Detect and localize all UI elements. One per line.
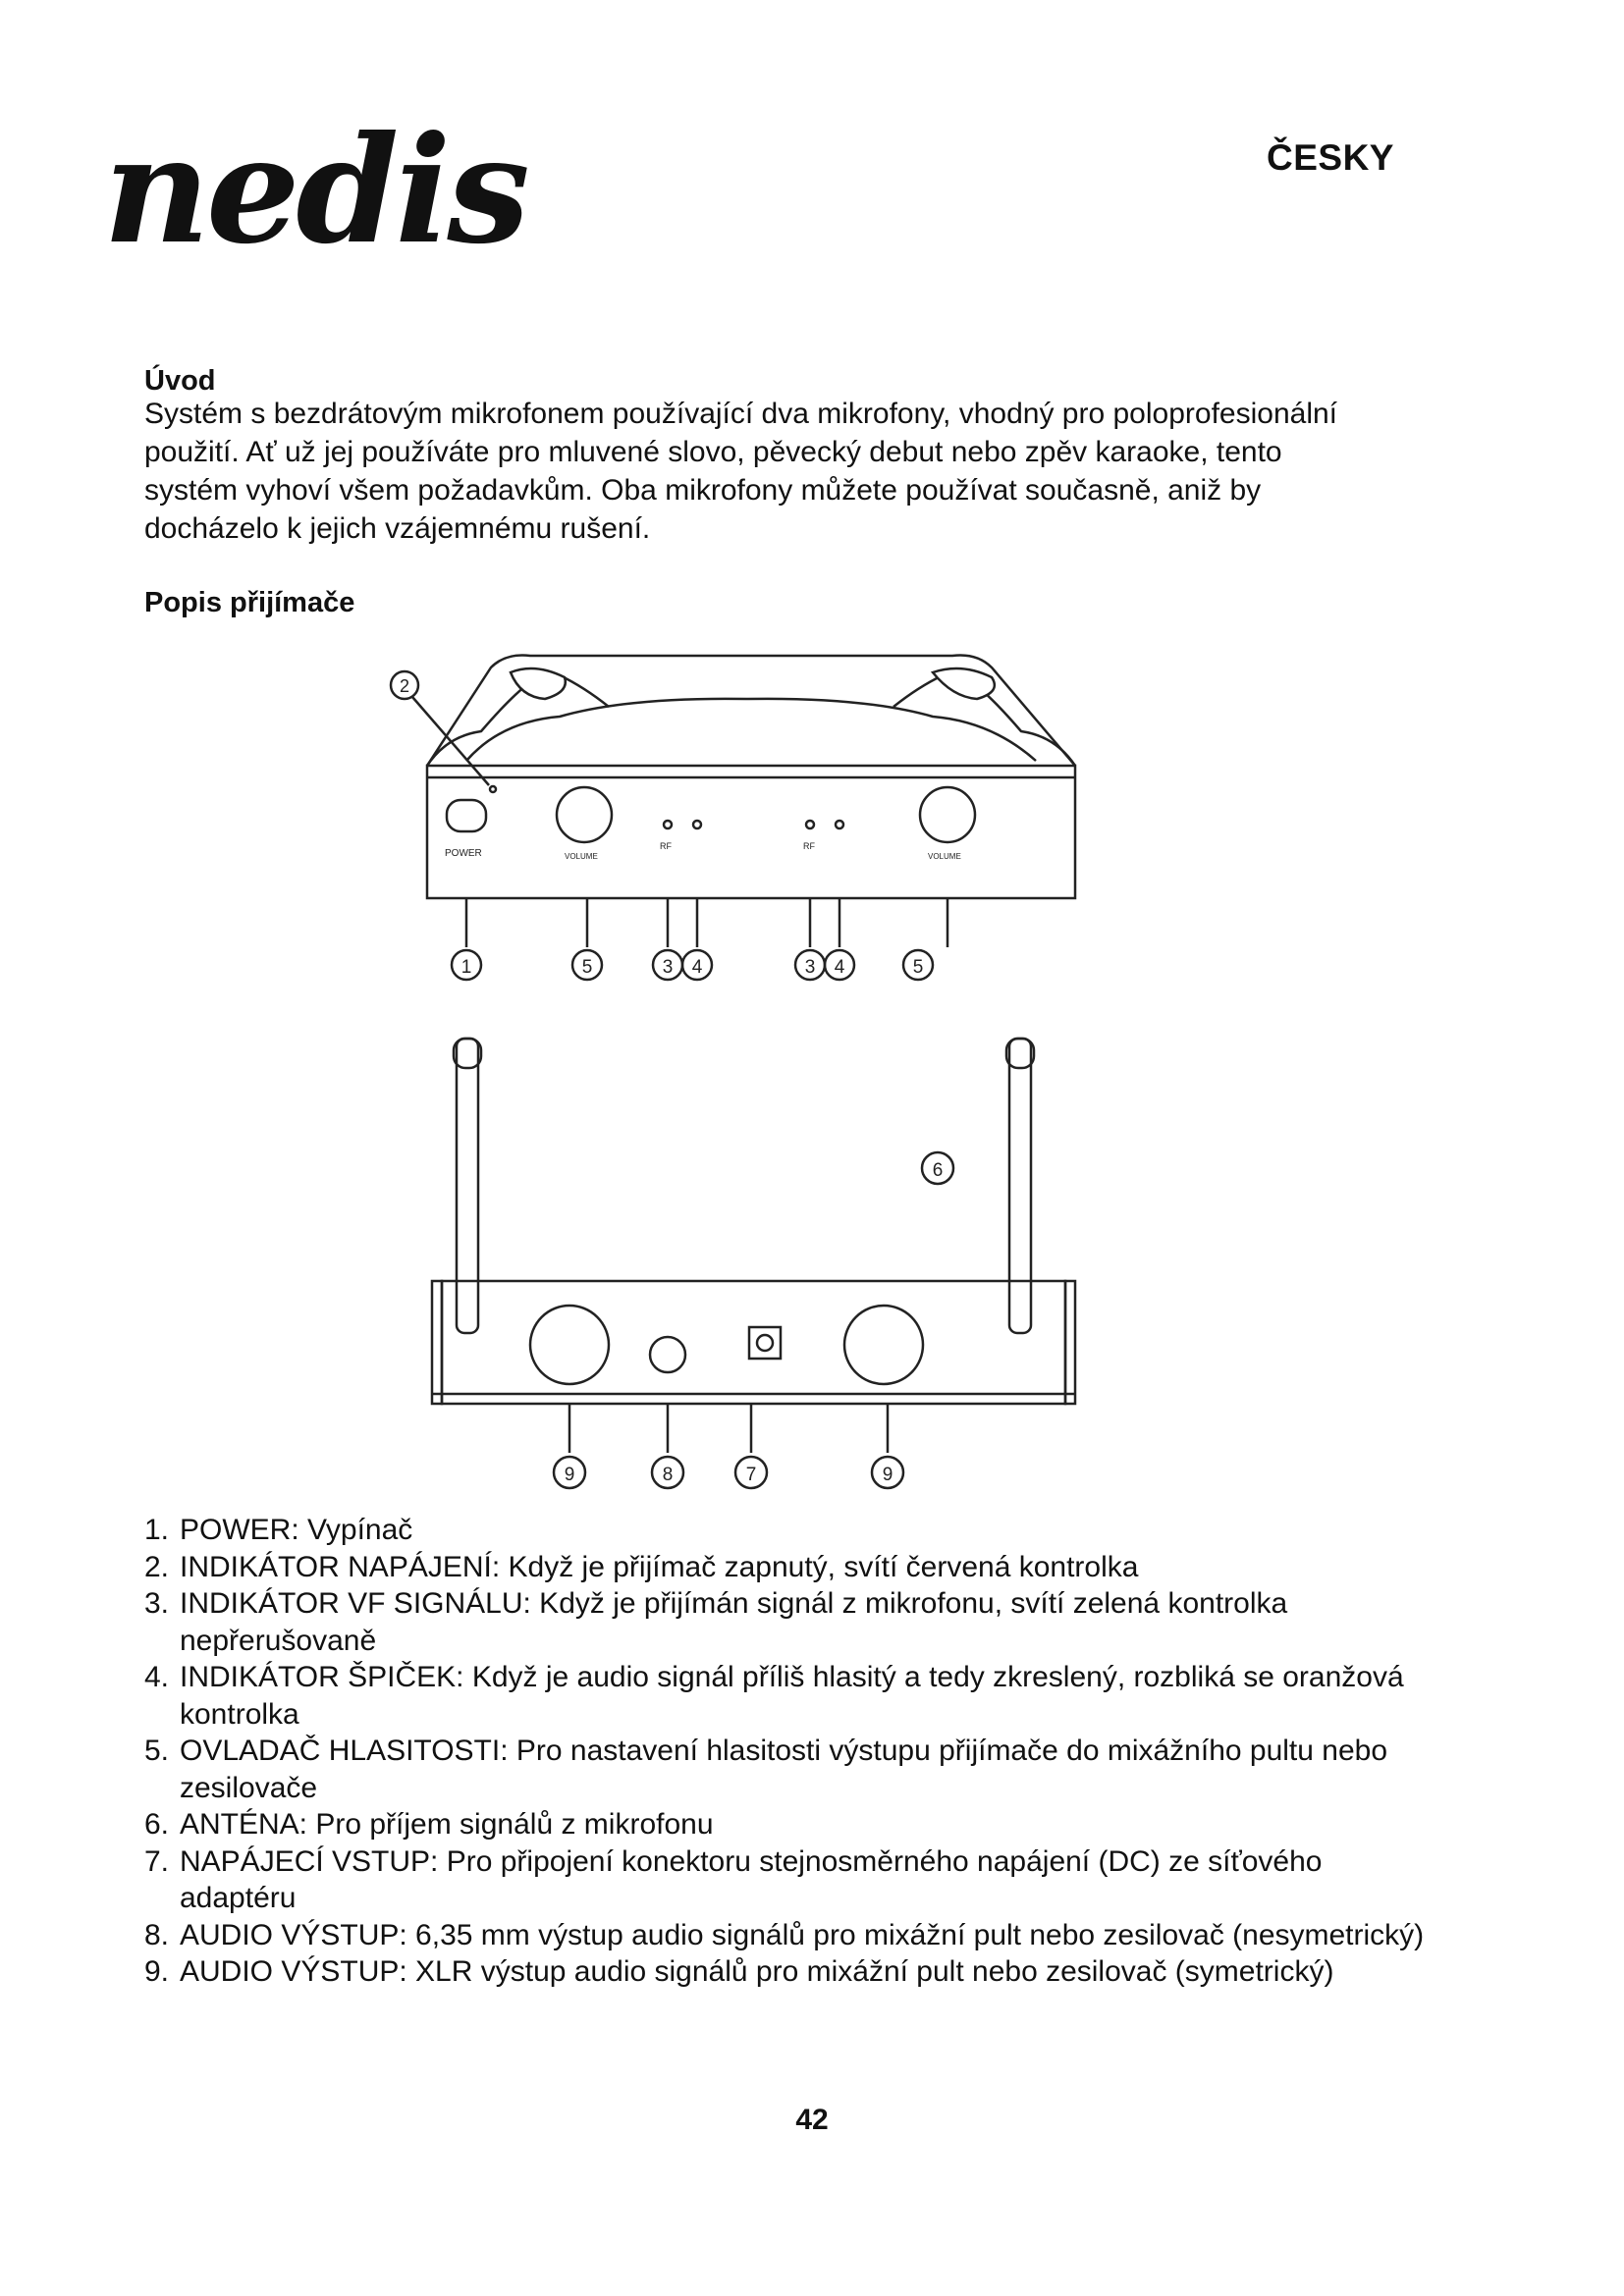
list-item bbox=[144, 1917, 1431, 1954]
item-text: INDIKÁTOR NAPÁJENÍ: Když je přijímač zapnutý, svítí červená kontrolka bbox=[180, 1550, 1139, 1583]
list-item bbox=[144, 1659, 1431, 1733]
callout-front: 1 bbox=[460, 957, 472, 978]
intro-line: použití. Ať už jej používáte pro mluvené slovo, pěvecký debut nebo zpěv karaoke, tento bbox=[144, 436, 1282, 468]
item-text: INDIKÁTOR VF SIGNÁLU: Když je přijímán signál z mikrofonu, svítí zelená kontrolka nepřerušovaně bbox=[180, 1587, 1288, 1657]
language-label: ČESKY bbox=[1267, 137, 1394, 178]
callout-back: 9 bbox=[564, 1465, 575, 1485]
volume-label-left: VOLUME bbox=[565, 852, 598, 861]
item-text: OVLADAČ HLASITOSTI: Pro nastavení hlasitosti výstupu přijímače do mixážního pultu nebo zesilovače bbox=[180, 1735, 1388, 1804]
list-item bbox=[144, 1733, 1431, 1806]
item-text: INDIKÁTOR ŠPIČEK: Když je audio signál příliš hlasitý a tedy zkreslený, rozbliká se oranžová kontrolka bbox=[180, 1661, 1404, 1731]
logo-wordmark: nedis bbox=[103, 126, 526, 273]
item-text: NAPÁJECÍ VSTUP: Pro připojení konektoru stejnosměrného napájení (DC) ze síťového adaptéru bbox=[180, 1844, 1323, 1914]
intro-line: docházelo k jejich vzájemnému rušení. bbox=[144, 512, 651, 545]
callout-2: 2 bbox=[399, 676, 410, 696]
callout-front: 3 bbox=[662, 957, 674, 978]
item-text: AUDIO VÝSTUP: 6,35 mm výstup audio signálů pro mixážní pult nebo zesilovač (nesymetrický) bbox=[180, 1918, 1425, 1951]
receiver-front-view bbox=[391, 656, 1075, 981]
item-number: 5. bbox=[144, 1735, 170, 1767]
nedis-logo bbox=[103, 126, 614, 273]
rf-label-left: RF bbox=[660, 841, 672, 851]
parts-list bbox=[144, 1512, 1431, 1991]
list-item bbox=[144, 1953, 1431, 1991]
item-number: 3. bbox=[144, 1587, 170, 1620]
callout-front: 4 bbox=[691, 957, 703, 978]
callout-front: 5 bbox=[912, 957, 924, 978]
power-label: POWER bbox=[445, 848, 482, 859]
list-item bbox=[144, 1843, 1431, 1917]
callout-back: 8 bbox=[662, 1465, 674, 1485]
item-number: 4. bbox=[144, 1661, 170, 1693]
item-number: 2. bbox=[144, 1550, 170, 1583]
item-text: AUDIO VÝSTUP: XLR výstup audio signálů pro mixážní pult nebo zesilovač (symetrický) bbox=[180, 1955, 1334, 1988]
receiver-back-view bbox=[432, 1039, 1075, 1488]
volume-label-right: VOLUME bbox=[928, 852, 961, 861]
page-number: 42 bbox=[795, 2104, 829, 2136]
intro-paragraph bbox=[144, 395, 1381, 548]
callout-back: 7 bbox=[745, 1465, 757, 1485]
list-item bbox=[144, 1806, 1431, 1843]
item-text: POWER: Vypínač bbox=[180, 1514, 413, 1546]
callout-back: 9 bbox=[882, 1465, 893, 1485]
callout-front: 4 bbox=[834, 957, 845, 978]
receiver-diagram bbox=[373, 628, 1119, 1512]
item-number: 1. bbox=[144, 1514, 170, 1546]
item-text: ANTÉNA: Pro příjem signálů z mikrofonu bbox=[180, 1808, 714, 1841]
receiver-heading: Popis přijímače bbox=[144, 587, 355, 618]
item-number: 9. bbox=[144, 1955, 170, 1988]
intro-heading: Úvod bbox=[144, 365, 216, 397]
item-number: 7. bbox=[144, 1844, 170, 1878]
list-item bbox=[144, 1512, 1431, 1549]
item-number: 8. bbox=[144, 1918, 170, 1951]
list-item bbox=[144, 1549, 1431, 1586]
callout-front: 3 bbox=[804, 957, 816, 978]
rf-label-right: RF bbox=[803, 841, 815, 851]
list-item bbox=[144, 1585, 1431, 1659]
item-number: 6. bbox=[144, 1808, 170, 1841]
callout-6: 6 bbox=[932, 1160, 944, 1181]
intro-line: Systém s bezdrátovým mikrofonem používající dva mikrofony, vhodný pro poloprofesionální bbox=[144, 398, 1337, 430]
intro-line: systém vyhoví všem požadavkům. Oba mikrofony můžete používat současně, aniž by bbox=[144, 474, 1262, 507]
callout-front: 5 bbox=[581, 957, 593, 978]
